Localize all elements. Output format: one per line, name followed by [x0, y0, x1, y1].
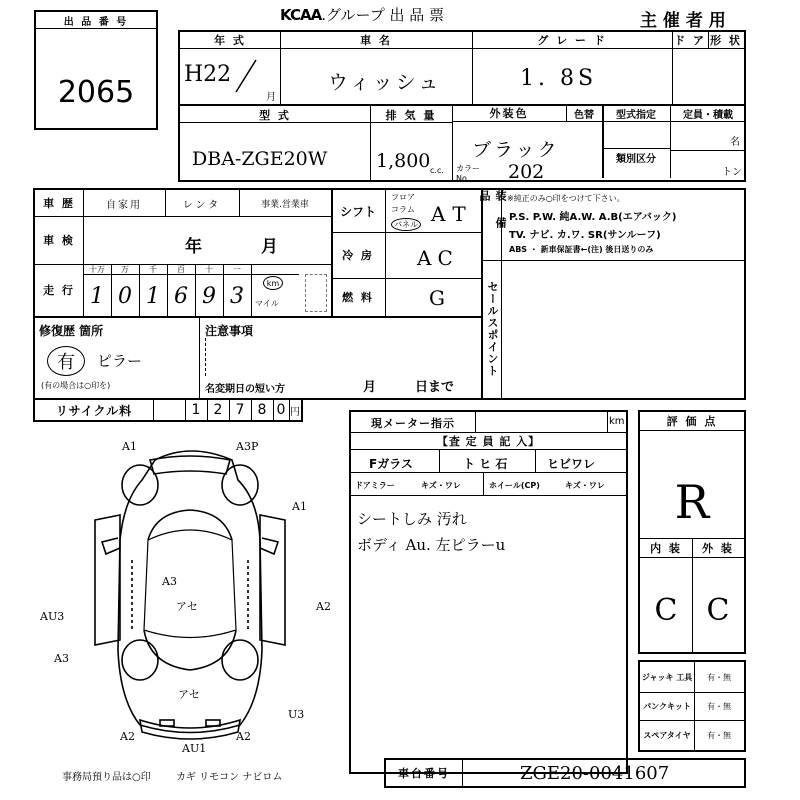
fuel-value: G: [429, 286, 445, 310]
inspection-table: [349, 410, 628, 774]
history-private: 自家用: [106, 199, 142, 211]
name-change-day: 日まで: [415, 380, 455, 395]
puncture-label: パンクキット: [643, 701, 691, 711]
office-items: カギ リモコン ナビロム: [176, 772, 283, 783]
mileage-digit: 3: [230, 283, 244, 309]
color-no-label: カラー No.: [456, 164, 480, 183]
lot-box: [34, 10, 158, 130]
shift-label: シフト: [339, 204, 376, 219]
spare-label: スペアタイヤ: [643, 730, 691, 740]
year-label: 年 式: [214, 34, 246, 47]
year-value: H22: [184, 62, 232, 87]
damage-mark: AU1: [182, 742, 207, 755]
glass-opts2: ヒビワレ: [547, 457, 596, 471]
damage-mark: A3: [54, 652, 69, 665]
recycle-label: リサイクル料: [55, 403, 133, 418]
body-label: 形 状: [710, 34, 742, 47]
interior-value: C: [654, 592, 678, 628]
inspection-label: 車 検: [43, 234, 75, 247]
repair-hint: (有の場合は○印を): [41, 381, 111, 390]
meter-label: 現メーター指示: [371, 417, 455, 430]
shift-floor: フロア: [391, 193, 415, 202]
meter-km: km: [609, 416, 625, 427]
damage-mark: A3: [162, 575, 177, 588]
mileage-label: 走 行: [43, 284, 75, 297]
history-business: 事業.営業車: [261, 199, 309, 210]
chassis-box: [384, 758, 746, 788]
lot-number: 2065: [57, 74, 135, 110]
color-value: ブラック: [472, 139, 560, 161]
inspection-comment-2: ボディ Au. 左ピラーu: [357, 536, 506, 554]
ac-label: 冷 房: [342, 249, 374, 262]
notes-label: 注意事項: [205, 324, 254, 338]
name-label: 車 名: [360, 34, 392, 47]
exterior-label: 外 装: [702, 542, 734, 555]
form-title: [280, 4, 444, 24]
damage-mark: A1: [292, 500, 307, 513]
glass-opts: ト ヒ 石: [463, 457, 508, 471]
equipment-note: ※純正のみ○印をつけて下さい。: [507, 194, 625, 203]
digit-label: 十万: [89, 264, 105, 274]
color-no-value: 202: [508, 161, 545, 183]
mileage-grey-box: [305, 274, 327, 312]
history-table: [33, 188, 746, 400]
damage-mark: AU3: [40, 610, 65, 623]
repair-note: ピラー: [97, 352, 143, 370]
organizer-label: 主 催 者 用: [640, 11, 726, 31]
fuel-label: 燃 料: [342, 291, 374, 304]
grades-table: [638, 410, 746, 654]
recycle-digit: 1: [191, 402, 201, 418]
tools-table: [638, 660, 746, 752]
name-change-month: 月: [363, 380, 377, 395]
damage-mark: U3: [288, 708, 305, 721]
glass-label: Fガラス: [369, 457, 413, 471]
wheel-label: ホイール(CP): [489, 481, 540, 490]
damage-mark: A2: [316, 600, 331, 613]
sales-point-label: セールスポイント: [486, 281, 499, 377]
name-change-label: 名変期日の短い方: [205, 384, 285, 395]
history-label: 車 歴: [43, 197, 75, 210]
exterior-value: C: [706, 592, 730, 628]
repair-label: 修復歴 箇所: [39, 324, 104, 338]
cc-label: c.c.: [430, 166, 444, 175]
damage-mark: A2: [236, 730, 251, 743]
grade-label: グ レ ー ド: [537, 34, 607, 47]
inspection-year: 年: [185, 237, 202, 257]
jack-opt: 有・無: [707, 672, 731, 682]
damage-mark: アセ: [178, 688, 200, 701]
recycle-digit: 8: [257, 402, 267, 418]
puncture-opt: 有・無: [707, 701, 731, 711]
spare-opt: 有・無: [707, 730, 731, 740]
displacement-label: 排 気 量: [385, 108, 437, 122]
recycle-digit: 2: [213, 402, 223, 418]
mileage-digit: 1: [90, 283, 104, 309]
doors-label: ド ア: [674, 34, 706, 47]
chassis-label: 車台番号: [398, 767, 450, 780]
recycle-digit: 7: [235, 402, 245, 418]
recycle-unit: 円: [290, 406, 300, 418]
capacity-label: 定員・積載: [683, 109, 733, 121]
title-text: .グループ 出 品 票: [321, 6, 445, 24]
equipment-row3: ABS ・ 新車保証書←(注) 後日送りのみ: [509, 245, 654, 254]
inspector-label: 【査 定 員 記 入】: [436, 435, 541, 448]
mirror-opts: キズ・ワレ: [421, 481, 461, 490]
digit-label: 十: [205, 264, 213, 274]
digit-label: 百: [177, 264, 185, 274]
model-label: 型 式: [259, 108, 291, 122]
chassis-value: ZGE20-0041607: [520, 763, 670, 784]
mileage-digits: [83, 264, 299, 316]
color-label: 外装色: [489, 107, 529, 120]
score-label: 評 価 点: [666, 415, 718, 428]
class-label: 類別区分: [616, 153, 656, 165]
inspection-comment-1: シートしみ 汚れ: [357, 510, 467, 528]
recycle-digit: 0: [276, 402, 286, 418]
km-option: km: [263, 276, 283, 290]
model-value: DBA-ZGE20W: [192, 148, 328, 170]
year-slash: [230, 56, 260, 96]
capacity-unit-1: 名: [730, 137, 740, 148]
jack-label: ジャッキ 工具: [641, 672, 693, 682]
damage-mark: A2: [120, 730, 135, 743]
car-diagram: [40, 430, 350, 760]
logo: KCAA: [280, 6, 322, 24]
car-name: ウィッシュ: [328, 70, 442, 94]
mile-option: マイル: [255, 299, 279, 308]
color-change-label: 色替: [574, 109, 594, 121]
score-value: R: [674, 475, 710, 529]
mileage-digit: 1: [146, 283, 160, 309]
mileage-digit: 6: [174, 283, 188, 309]
equipment-label: 装 備 品: [478, 190, 507, 234]
repair-value: 有: [47, 346, 85, 376]
shift-column: コラム: [391, 205, 415, 214]
digit-label: 一: [233, 264, 241, 274]
type-designation-label: 型式指定: [616, 109, 656, 121]
equipment-row2: TV. ナビ. カ.ワ. SR(サンルーフ): [509, 230, 661, 241]
month-label: 月: [266, 92, 276, 103]
damage-mark: アセ: [176, 600, 198, 613]
inspection-month: 月: [261, 237, 278, 257]
office-note: 事務局預り品は○印: [62, 772, 151, 783]
mileage-digit: 0: [118, 283, 132, 309]
mileage-digit: 9: [202, 283, 216, 309]
damage-mark: A3P: [236, 440, 259, 453]
grade-value: 1. 8S: [520, 66, 598, 91]
interior-label: 内 装: [650, 542, 682, 555]
color-block: [452, 105, 746, 182]
recycle-table: [33, 398, 303, 422]
wheel-opts: キズ・ワレ: [565, 481, 605, 490]
digit-label: 千: [149, 264, 157, 274]
shift-value: AT: [431, 202, 474, 226]
digit-label: 万: [121, 264, 129, 274]
displacement-value: 1,800: [376, 150, 431, 172]
damage-mark: A1: [122, 440, 137, 453]
shift-panel: パネル: [391, 218, 421, 231]
lot-label: 出 品 番 号: [36, 12, 156, 29]
mirror-label: ドアミラー: [355, 481, 395, 490]
history-rental: レンタ: [182, 199, 222, 211]
capacity-unit-2: トン: [722, 167, 742, 178]
equipment-row1: P.S. P.W. 純A.W. A.B(エアバック): [509, 212, 677, 223]
ac-value: AC: [417, 246, 459, 270]
